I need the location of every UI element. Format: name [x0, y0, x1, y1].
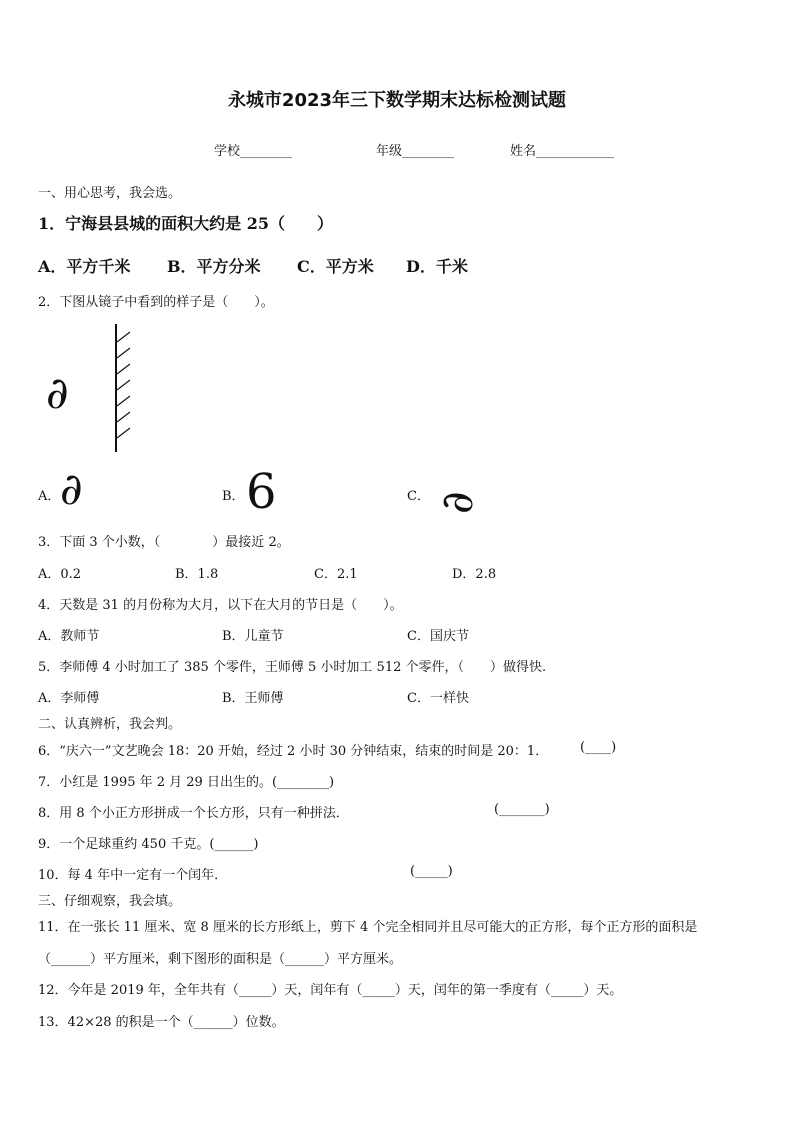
q4-option-c[interactable]: C．国庆节: [407, 629, 469, 644]
q1-option-b[interactable]: B．平方分米: [167, 257, 261, 276]
q4-option-a[interactable]: A．教师节: [38, 629, 100, 644]
question-4: 4．天数是 31 的月份称为大月，以下在大月的节日是（ ）。: [38, 598, 403, 613]
question-9: 9．一个足球重约 450 千克。(______): [38, 837, 259, 852]
question-8: 8．用 8 个小正方形拼成一个长方形，只有一种拼法．: [38, 806, 349, 821]
q1-option-d[interactable]: D．千米: [406, 257, 468, 276]
q6-answer-blank[interactable]: (____): [580, 740, 617, 755]
question-11-line-2: （______）平方厘米，剩下图形的面积是（______）平方厘米。: [38, 952, 403, 967]
q3-option-a[interactable]: A．0.2: [38, 567, 82, 582]
q2-option-a-figure: ∂: [60, 464, 83, 515]
q3-option-b[interactable]: B．1.8: [175, 567, 219, 582]
original-figure: ∂: [46, 368, 69, 419]
q3-option-d[interactable]: D．2.8: [452, 567, 497, 582]
name-field: 姓名____________: [510, 144, 615, 159]
section-heading: 一、用心思考，我会选。: [38, 186, 182, 201]
school-field: 学校________: [214, 144, 293, 159]
q5-option-b[interactable]: B．王师傅: [222, 691, 284, 706]
section-heading: 二、认真辨析，我会判。: [38, 717, 182, 732]
question-10: 10．每 4 年中一定有一个闰年．: [38, 868, 228, 883]
q1-option-a[interactable]: A．平方千米: [38, 257, 131, 276]
question-11-line-1: 11．在一张长 11 厘米、宽 8 厘米的长方形纸上，剪下 4 个完全相同并且尽可能大的正方形，每个正方形的面积是: [38, 920, 698, 935]
question-6: 6．“庆六一”文艺晚会 18：20 开始，经过 2 小时 30 分钟结束，结束的时间是 20：1．: [38, 744, 549, 759]
question-2: 2．下图从镜子中看到的样子是（ ）。: [38, 295, 274, 310]
question-1: 1．宁海县县城的面积大约是 25（ ）: [38, 214, 333, 233]
q3-option-c[interactable]: C．2.1: [314, 567, 358, 582]
grade-field: 年级________: [376, 144, 455, 159]
mirror-figure: [110, 322, 140, 454]
q2-option-c-label[interactable]: C．: [407, 489, 430, 504]
question-7: 7．小红是 1995 年 2 月 29 日出生的。(________): [38, 775, 335, 790]
q5-option-c[interactable]: C．一样快: [407, 691, 469, 706]
q2-option-a-label[interactable]: A．: [38, 489, 61, 504]
q2-option-b-label[interactable]: B．: [222, 489, 245, 504]
question-5: 5．李师傅 4 小时加工了 385 个零件，王师傅 5 小时加工 512 个零件，（ ）做得快.: [38, 660, 547, 675]
question-13: 13．42×28 的积是一个（______）位数。: [38, 1015, 285, 1030]
question-12: 12．今年是 2019 年，全年共有（_____）天，闰年有（_____）天，闰年的第一季度有（_____）天。: [38, 983, 623, 998]
q1-option-c[interactable]: C．平方米: [297, 257, 374, 276]
section-heading: 三、仔细观察，我会填。: [38, 894, 182, 909]
q8-answer-blank[interactable]: (_______): [494, 802, 550, 817]
q4-option-b[interactable]: B．儿童节: [222, 629, 284, 644]
q2-option-b-figure: 6: [246, 464, 277, 520]
q5-option-a[interactable]: A．李师傅: [38, 691, 100, 706]
question-3: 3．下面 3 个小数，（ ）最接近 2。: [38, 535, 290, 550]
page-title: 永城市2023年三下数学期末达标检测试题: [227, 90, 567, 111]
q2-option-c-figure: ∂: [432, 491, 483, 514]
q10-answer-blank[interactable]: (_____): [410, 864, 453, 879]
